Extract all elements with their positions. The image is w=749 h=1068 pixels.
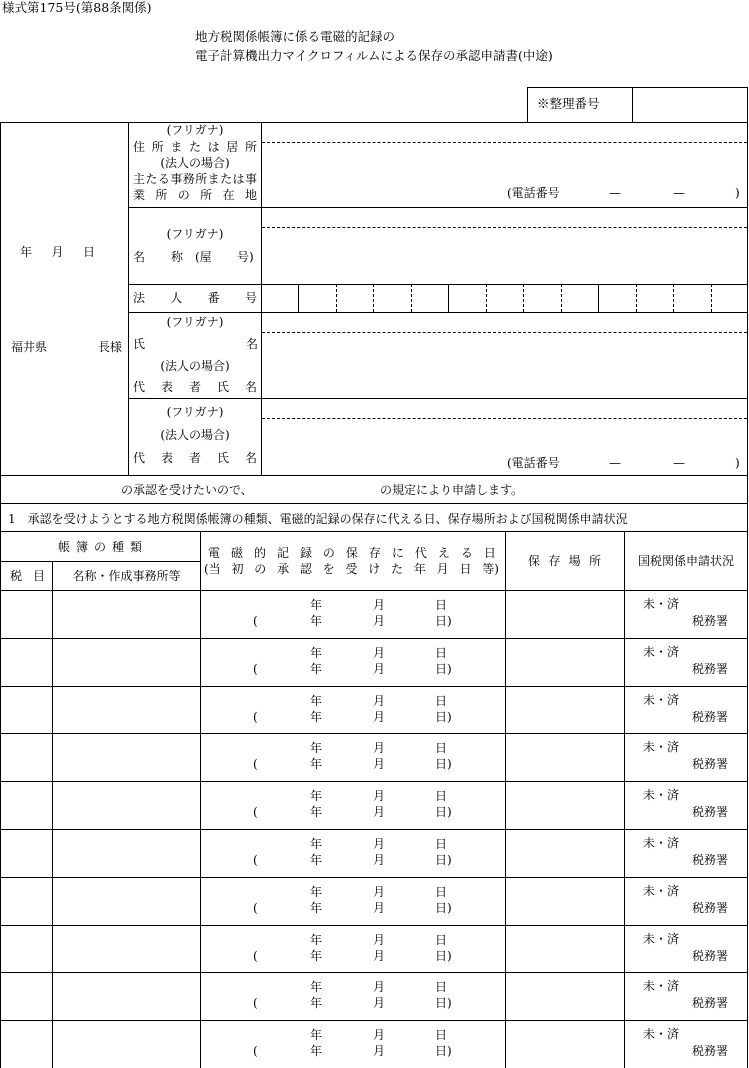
shop-label-close: 号) xyxy=(237,250,254,264)
person-name-field[interactable] xyxy=(263,334,746,396)
tax-item-cell[interactable] xyxy=(2,783,50,827)
head-date-line2: (当 初 の 承 認 を 受 け た 年 月 日 等) xyxy=(204,562,499,576)
row-year-char: 年 xyxy=(310,980,323,994)
row-month-char: 月 xyxy=(373,694,386,708)
row-initial-year-char: 年 xyxy=(310,614,323,628)
row-initial-month-char: 月 xyxy=(373,805,386,819)
statement-part2: の規定により申請します。 xyxy=(380,483,524,497)
address-corp-case-label: (法人の場合) xyxy=(160,156,230,170)
tax-item-cell[interactable] xyxy=(2,735,50,779)
name-office-cell[interactable] xyxy=(54,879,198,923)
row-tax-office-text: 税務署 xyxy=(692,710,729,724)
row-paren-open: ( xyxy=(253,662,258,676)
row-initial-month-char: 月 xyxy=(373,901,386,915)
storage-place-cell[interactable] xyxy=(507,783,622,827)
row-paren-open: ( xyxy=(253,757,258,771)
row-paren-open: ( xyxy=(253,853,258,867)
tax-item-cell[interactable] xyxy=(2,688,50,732)
name-label-char1: 名 xyxy=(133,250,146,264)
row-initial-day-char: 日) xyxy=(435,1044,452,1058)
row-status-text: 未・済 xyxy=(643,932,680,946)
row-year-char: 年 xyxy=(310,837,323,851)
rep2-name-field[interactable] xyxy=(263,420,746,454)
date-year-char: 年 xyxy=(20,245,33,259)
row-status-text: 未・済 xyxy=(643,693,680,707)
row-paren-open: ( xyxy=(253,805,258,819)
row-initial-year-char: 年 xyxy=(310,805,323,819)
row-status-text: 未・済 xyxy=(643,836,680,850)
rep-phone-close: ) xyxy=(735,456,740,470)
row-paren-open: ( xyxy=(253,996,258,1010)
person-furigana-field[interactable] xyxy=(263,314,746,331)
row-month-char: 月 xyxy=(373,933,386,947)
tax-item-cell[interactable] xyxy=(2,831,50,875)
address-furigana-label: (フリガナ) xyxy=(166,123,224,137)
row-initial-month-char: 月 xyxy=(373,710,386,724)
date-month-char: 月 xyxy=(51,245,64,259)
row-day-char: 日 xyxy=(435,694,448,708)
row-initial-month-char: 月 xyxy=(373,853,386,867)
row-month-char: 月 xyxy=(373,837,386,851)
row-initial-month-char: 月 xyxy=(373,949,386,963)
tax-item-cell[interactable] xyxy=(2,974,50,1018)
address-label: 住 所 ま た は 居 所 xyxy=(133,140,257,154)
row-paren-open: ( xyxy=(253,901,258,915)
row-day-char: 日 xyxy=(435,837,448,851)
row-tax-office-text: 税務署 xyxy=(692,901,729,915)
name-office-cell[interactable] xyxy=(54,1022,198,1066)
name-office-cell[interactable] xyxy=(54,974,198,1018)
name-field[interactable] xyxy=(263,229,746,282)
name-furigana-label: (フリガナ) xyxy=(166,227,224,241)
name-label-char2: 称 xyxy=(171,250,184,264)
row-tax-office-text: 税務署 xyxy=(692,805,729,819)
row-day-char: 日 xyxy=(435,789,448,803)
form-title-line1: 地方税関係帳簿に係る電磁的記録の xyxy=(195,29,396,44)
head-tax-item: 税 目 xyxy=(10,569,45,583)
prefecture-name: 福井県 xyxy=(11,340,48,354)
row-month-char: 月 xyxy=(373,1028,386,1042)
tax-item-cell[interactable] xyxy=(2,927,50,971)
date-day-char: 日 xyxy=(82,245,95,259)
row-month-char: 月 xyxy=(373,741,386,755)
row-paren-open: ( xyxy=(253,710,258,724)
row-year-char: 年 xyxy=(310,598,323,612)
row-initial-day-char: 日) xyxy=(435,662,452,676)
head-storage-place: 保 存 場 所 xyxy=(528,554,601,568)
storage-place-cell[interactable] xyxy=(507,974,622,1018)
row-initial-year-char: 年 xyxy=(310,710,323,724)
row-initial-year-char: 年 xyxy=(310,662,323,676)
storage-place-cell[interactable] xyxy=(507,688,622,732)
form-title-line2: 電子計算機出力マイクロフィルムによる保存の承認申請書(中途) xyxy=(195,48,553,63)
row-initial-day-char: 日) xyxy=(435,853,452,867)
head-name-office: 名称・作成事務所等 xyxy=(72,569,181,583)
row-tax-office-text: 税務署 xyxy=(692,1044,729,1058)
person-furigana-label: (フリガナ) xyxy=(166,315,224,329)
row-month-char: 月 xyxy=(373,646,386,660)
row-initial-month-char: 月 xyxy=(373,1044,386,1058)
storage-place-cell[interactable] xyxy=(507,735,622,779)
row-tax-office-text: 税務署 xyxy=(692,614,729,628)
storage-place-cell[interactable] xyxy=(507,1022,622,1066)
rep2-corp-case-label: (法人の場合) xyxy=(160,428,230,442)
row-initial-day-char: 日) xyxy=(435,901,452,915)
row-day-char: 日 xyxy=(435,646,448,660)
row-month-char: 月 xyxy=(373,980,386,994)
row-paren-open: ( xyxy=(253,614,258,628)
row-status-text: 未・済 xyxy=(643,740,680,754)
row-day-char: 日 xyxy=(435,933,448,947)
row-status-text: 未・済 xyxy=(643,1027,680,1041)
row-year-char: 年 xyxy=(310,741,323,755)
row-status-text: 未・済 xyxy=(643,884,680,898)
tax-item-cell[interactable] xyxy=(2,640,50,684)
address-furigana-field[interactable] xyxy=(263,124,746,141)
name-office-cell[interactable] xyxy=(54,688,198,732)
row-year-char: 年 xyxy=(310,694,323,708)
name-office-cell[interactable] xyxy=(54,735,198,779)
tax-item-cell[interactable] xyxy=(2,1022,50,1066)
row-initial-year-char: 年 xyxy=(310,853,323,867)
row-tax-office-text: 税務署 xyxy=(692,949,729,963)
row-initial-day-char: 日) xyxy=(435,949,452,963)
row-month-char: 月 xyxy=(373,885,386,899)
person-name-label-char1: 氏 xyxy=(133,337,146,351)
statement-part1: の承認を受けたいので、 xyxy=(121,483,253,497)
name-office-cell[interactable] xyxy=(54,592,198,636)
row-initial-day-char: 日) xyxy=(435,996,452,1010)
row-status-text: 未・済 xyxy=(643,788,680,802)
tax-item-cell[interactable] xyxy=(2,879,50,923)
rep-phone-label: (電話番号 xyxy=(507,456,560,470)
row-day-char: 日 xyxy=(435,885,448,899)
name-office-cell[interactable] xyxy=(54,783,198,827)
rep-phone-dash1: — xyxy=(609,456,621,470)
name-office-cell[interactable] xyxy=(54,831,198,875)
address-phone-label: (電話番号 xyxy=(507,186,560,200)
row-initial-month-char: 月 xyxy=(373,757,386,771)
row-tax-office-text: 税務署 xyxy=(692,996,729,1010)
head-national-tax-status: 国税関係申請状況 xyxy=(637,554,734,568)
row-initial-day-char: 日) xyxy=(435,757,452,771)
row-paren-open: ( xyxy=(253,949,258,963)
row-day-char: 日 xyxy=(435,741,448,755)
row-tax-office-text: 税務署 xyxy=(692,757,729,771)
row-year-char: 年 xyxy=(310,933,323,947)
row-initial-year-char: 年 xyxy=(310,901,323,915)
storage-place-cell[interactable] xyxy=(507,640,622,684)
row-initial-month-char: 月 xyxy=(373,662,386,676)
address-field[interactable] xyxy=(263,144,746,184)
rep-name-label: 代 表 者 氏 名 xyxy=(133,380,257,394)
section1-title: 1 承認を受けようとする地方税関係帳簿の種類、電磁的記録の保存に代える日、保存場所および国税関係申請状況 xyxy=(8,512,628,526)
row-day-char: 日 xyxy=(435,598,448,612)
application-date xyxy=(20,246,95,258)
head-date-line1: 電 磁 的 記 録 の 保 存 に 代 え る 日 xyxy=(208,546,496,560)
row-initial-day-char: 日) xyxy=(435,614,452,628)
corporate-number-field[interactable] xyxy=(263,286,746,310)
row-status-text: 未・済 xyxy=(643,979,680,993)
name-furigana-field[interactable] xyxy=(263,209,746,226)
address-phone-close: ) xyxy=(735,186,740,200)
row-initial-day-char: 日) xyxy=(435,805,452,819)
row-year-char: 年 xyxy=(310,646,323,660)
storage-place-cell[interactable] xyxy=(507,592,622,636)
address-phone-dash1: — xyxy=(609,186,621,200)
rep-phone-dash2: — xyxy=(673,456,685,470)
corporate-number-label: 法 人 番 号 xyxy=(133,291,257,305)
form-id: 様式第175号(第88条関係) xyxy=(2,0,152,15)
row-year-char: 年 xyxy=(310,885,323,899)
row-year-char: 年 xyxy=(310,789,323,803)
rep-corp-case-label: (法人の場合) xyxy=(160,359,230,373)
name-office-cell[interactable] xyxy=(54,640,198,684)
name-office-cell[interactable] xyxy=(54,927,198,971)
rep2-name-label: 代 表 者 氏 名 xyxy=(133,451,257,465)
seiri-number-label: ※整理番号 xyxy=(537,96,600,111)
row-paren-open: ( xyxy=(253,1044,258,1058)
office-label-line2: 業 所 の 所 在 地 xyxy=(133,188,257,202)
storage-place-cell[interactable] xyxy=(507,879,622,923)
seiri-number-field[interactable] xyxy=(634,89,746,120)
row-status-text: 未・済 xyxy=(643,597,680,611)
row-tax-office-text: 税務署 xyxy=(692,662,729,676)
storage-place-cell[interactable] xyxy=(507,831,622,875)
rep2-furigana-label: (フリガナ) xyxy=(166,405,224,419)
row-initial-year-char: 年 xyxy=(310,949,323,963)
row-initial-year-char: 年 xyxy=(310,1044,323,1058)
address-phone-dash2: — xyxy=(673,186,685,200)
row-day-char: 日 xyxy=(435,1028,448,1042)
row-month-char: 月 xyxy=(373,598,386,612)
row-status-text: 未・済 xyxy=(643,645,680,659)
office-label-line1: 主 た る 事 務 所 ま た は 事 xyxy=(133,172,257,186)
head-ledger-type: 帳 簿 の 種 類 xyxy=(58,540,142,554)
row-year-char: 年 xyxy=(310,1028,323,1042)
governor-title: 長様 xyxy=(98,340,123,354)
tax-item-cell[interactable] xyxy=(2,592,50,636)
row-tax-office-text: 税務署 xyxy=(692,853,729,867)
rep2-furigana-field[interactable] xyxy=(263,400,746,417)
row-initial-day-char: 日) xyxy=(435,710,452,724)
row-initial-month-char: 月 xyxy=(373,614,386,628)
row-initial-month-char: 月 xyxy=(373,996,386,1010)
row-day-char: 日 xyxy=(435,980,448,994)
storage-place-cell[interactable] xyxy=(507,927,622,971)
shop-label-open: (屋 xyxy=(195,250,212,264)
row-month-char: 月 xyxy=(373,789,386,803)
row-initial-year-char: 年 xyxy=(310,757,323,771)
row-initial-year-char: 年 xyxy=(310,996,323,1010)
person-name-label-char2: 名 xyxy=(246,337,259,351)
